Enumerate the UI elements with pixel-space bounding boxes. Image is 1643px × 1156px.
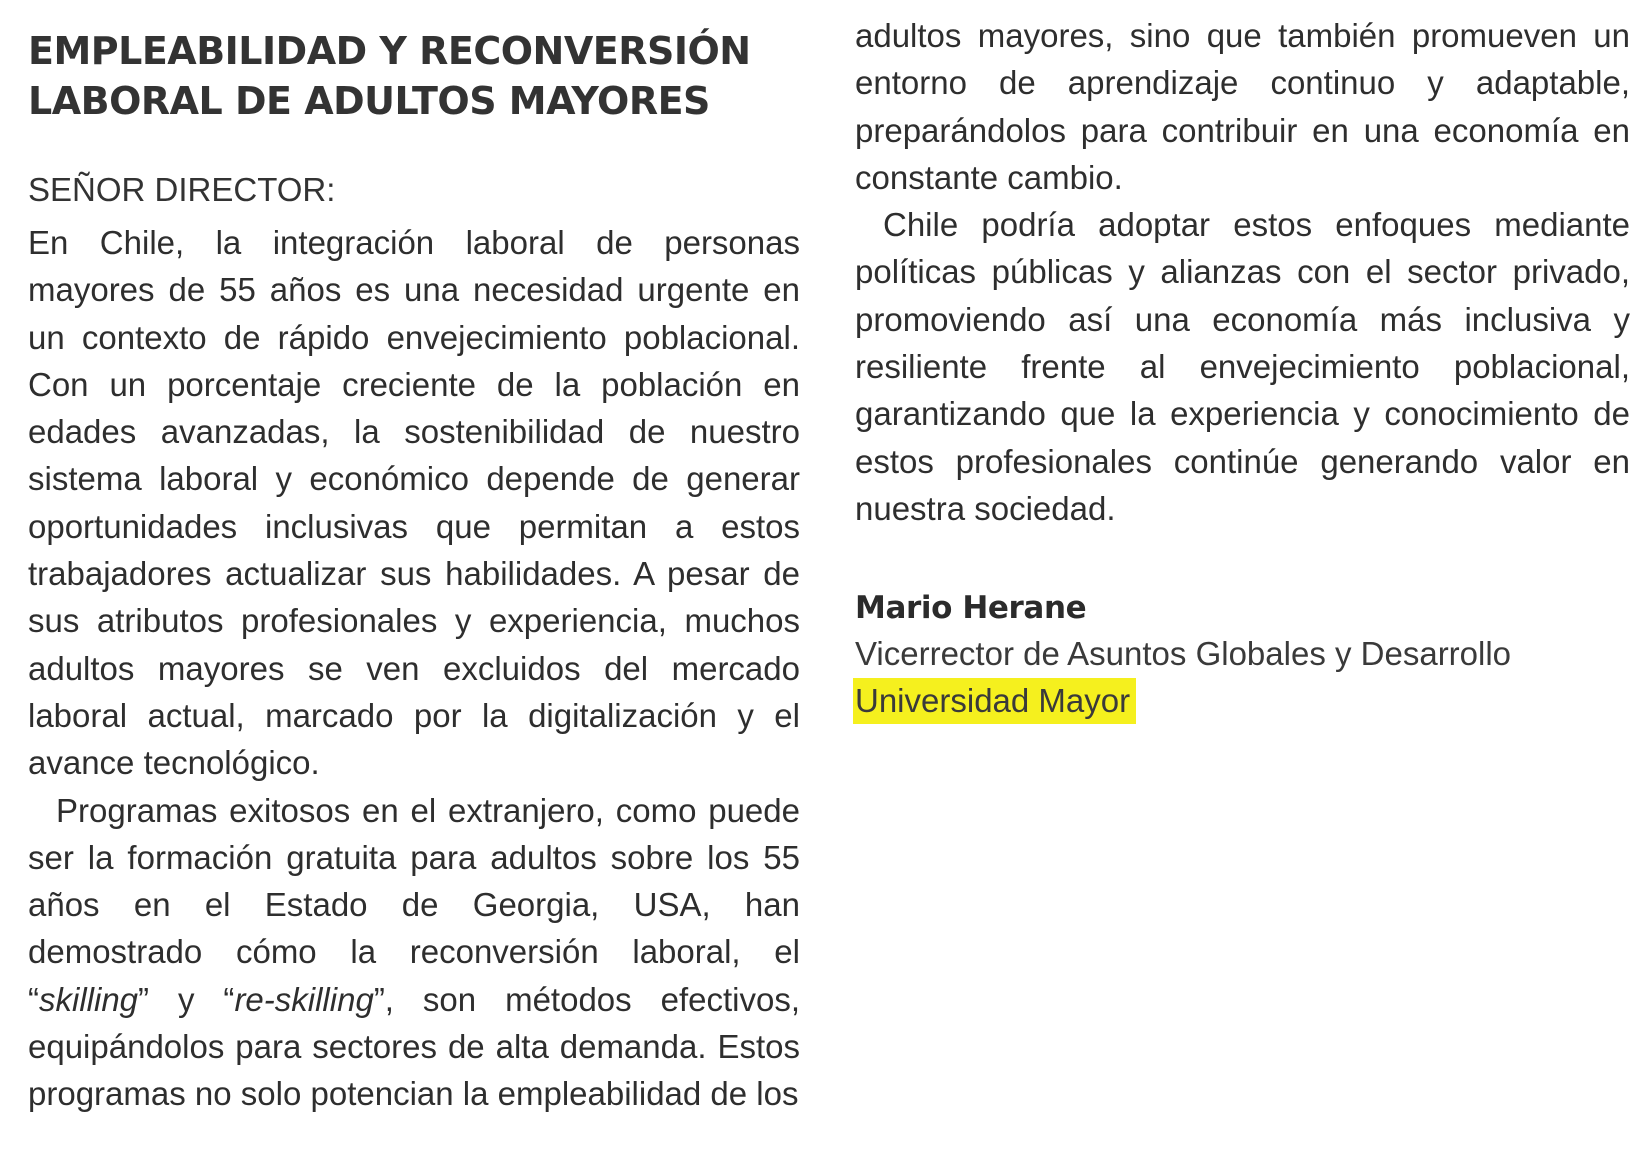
headline-line-2: LABORAL DE ADULTOS MAYORES bbox=[28, 79, 710, 123]
paragraph-2-text-c: ”, son métodos efectivos, equipándolos para sectores de alta demanda. Estos programas no solo potencian la empleabilidad de los bbox=[28, 980, 800, 1113]
salutation: SEÑOR DIRECTOR: bbox=[28, 171, 336, 208]
paragraph-2-continuation: adultos mayores, sino que también promueven un entorno de aprendizaje continuo y adaptable, preparándolos para contribuir en una economía en constante cambio. bbox=[855, 17, 1630, 196]
paragraph-2 bbox=[28, 787, 800, 1118]
paragraph-2-text-b: ” y “ bbox=[138, 980, 235, 1018]
headline bbox=[28, 26, 800, 126]
skilling-term: skilling bbox=[39, 980, 139, 1018]
paragraph-3: Chile podría adoptar estos enfoques mediante políticas públicas y alianzas con el sector privado, promoviendo así una economía más inclusiva y resiliente frente al envejecimiento poblacional, garantizando que la experiencia y conocimiento de estos profesionales continúe generando valor en nuestra sociedad. bbox=[855, 206, 1630, 527]
paragraph-2-text-a: Programas exitosos en el extranjero, como puede ser la formación gratuita para adultos sobre los 55 años en el Estado de Georgia, USA, han demostrado cómo la reconversión laboral, el “ bbox=[28, 791, 800, 1018]
paragraph-1: En Chile, la integración laboral de personas mayores de 55 años es una necesidad urgente en un contexto de rápido envejecimiento poblacional. Con un porcentaje creciente de la población en edades avanzadas, la sostenibilidad de nuestro sistema laboral y económico depende de generar oportunidades inclusivas que permitan a estos trabajadores actualizar sus habilidades. A pesar de sus atributos profesionales y experiencia, muchos adultos mayores se ven excluidos del mercado laboral actual, marcado por la digitalización y el avance tecnológico. bbox=[28, 224, 800, 782]
reskilling-term: re-skilling bbox=[234, 980, 374, 1018]
signature-block bbox=[855, 586, 1630, 724]
author-name: Mario Herane bbox=[855, 590, 1087, 627]
headline-line-1: EMPLEABILIDAD Y RECONVERSIÓN bbox=[28, 29, 751, 73]
author-role: Vicerrector de Asuntos Globales y Desarrollo bbox=[855, 635, 1512, 673]
right-column bbox=[855, 0, 1630, 724]
author-organization: Universidad Mayor bbox=[853, 678, 1136, 724]
left-column bbox=[28, 0, 800, 1118]
